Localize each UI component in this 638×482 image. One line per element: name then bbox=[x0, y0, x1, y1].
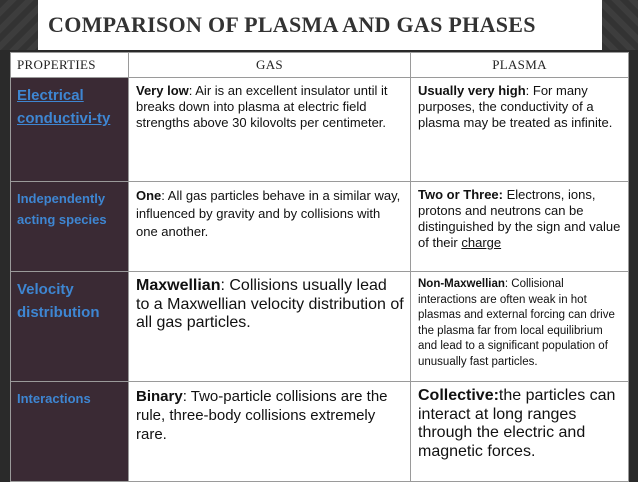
plasma-bold: Non-Maxwellian bbox=[418, 278, 505, 290]
comparison-table bbox=[10, 52, 629, 482]
plasma-bold: Two or Three: bbox=[418, 187, 503, 202]
header-gas: GAS bbox=[129, 53, 411, 78]
plasma-text: Electrons, ions, protons and neutrons can be distinguished by the sign and value of their bbox=[418, 187, 621, 250]
gas-bold: Maxwellian bbox=[136, 277, 221, 294]
background-pattern-left bbox=[0, 0, 38, 50]
plasma-text: : Collisional interactions are often weak in hot plasmas and external forcing can drive the plasma far from local equilibrium and lead to a significant population of unusually fast particles. bbox=[418, 278, 615, 368]
property-label: Electrical conductivi-ty bbox=[17, 87, 111, 127]
gas-cell bbox=[129, 382, 411, 482]
gas-bold: Very low bbox=[136, 83, 189, 98]
property-cell bbox=[11, 78, 129, 182]
plasma-bold: Usually very high bbox=[418, 83, 526, 98]
table-header-row bbox=[11, 53, 629, 78]
header-plasma: PLASMA bbox=[411, 53, 629, 78]
gas-cell bbox=[129, 272, 411, 382]
plasma-cell bbox=[411, 182, 629, 272]
gas-bold: Binary bbox=[136, 388, 183, 405]
gas-text: : Air is an excellent insulator until it breaks down into plasma at electric field strengths above 30 kilovolts per centimeter. bbox=[136, 83, 388, 130]
property-label: Interactions bbox=[17, 391, 91, 406]
header-properties: PROPERTIES bbox=[11, 53, 129, 78]
plasma-cell bbox=[411, 78, 629, 182]
table-row bbox=[11, 382, 629, 482]
property-cell bbox=[11, 182, 129, 272]
table-row bbox=[11, 78, 629, 182]
plasma-text-underlined: charge bbox=[461, 235, 502, 250]
gas-text: : Two-particle collisions are the rule, three-body collisions extremely rare. bbox=[136, 388, 388, 443]
gas-text: : All gas particles behave in a similar way, influenced by gravity and by collisions with one another. bbox=[136, 188, 401, 239]
gas-cell bbox=[129, 78, 411, 182]
table-row bbox=[11, 182, 629, 272]
background-pattern-right bbox=[602, 0, 638, 50]
gas-bold: One bbox=[136, 188, 162, 203]
property-label: Velocity distribution bbox=[17, 281, 100, 321]
property-label: Independently acting species bbox=[17, 191, 107, 227]
slide-title: COMPARISON OF PLASMA AND GAS PHASES bbox=[38, 0, 602, 50]
table-row bbox=[11, 272, 629, 382]
plasma-text: the particles can interact at long ranges through the electric and magnetic forces. bbox=[418, 387, 616, 460]
plasma-bold: Collective: bbox=[418, 387, 499, 404]
plasma-cell bbox=[411, 382, 629, 482]
plasma-text: : For many purposes, the conductivity of a plasma may be treated as infinite. bbox=[418, 83, 613, 130]
gas-text: : Collisions usually lead to a Maxwellian velocity distribution of all gas particles. bbox=[136, 277, 404, 331]
plasma-cell bbox=[411, 272, 629, 382]
gas-cell bbox=[129, 182, 411, 272]
property-cell bbox=[11, 272, 129, 382]
property-cell bbox=[11, 382, 129, 482]
